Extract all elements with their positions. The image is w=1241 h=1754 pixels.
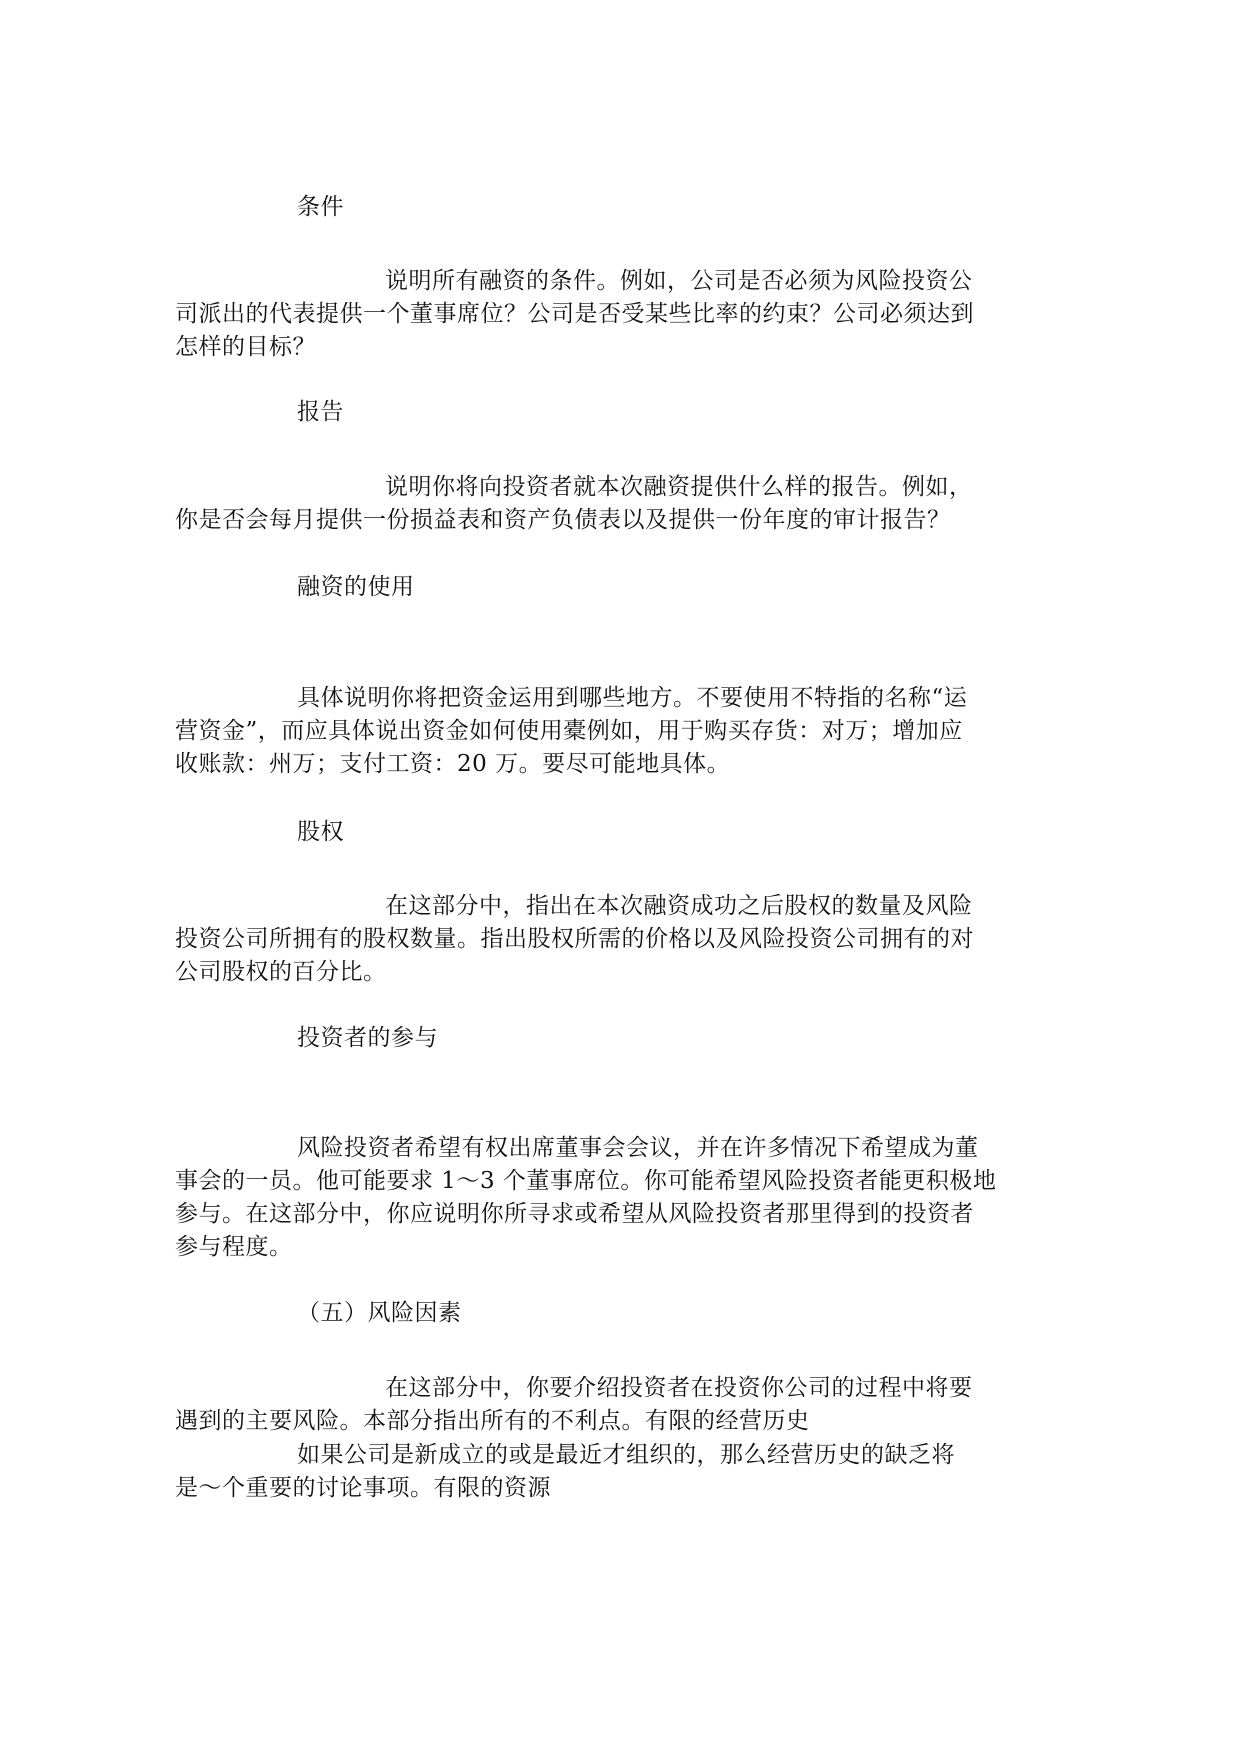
paragraph-line: 风险投资者希望有权出席董事会会议，并在许多情况下希望成为董 [297,1135,979,1161]
paragraph-line: 营资金”，而应具体说出资金如何使用橐例如，用于购买存货：对万；增加应 [175,718,963,744]
paragraph-line: 公司股权的百分比。 [175,959,387,985]
paragraph-line: 在这部分中，你要介绍投资者在投资你公司的过程中将要 [385,1375,973,1401]
paragraph-line: 具体说明你将把资金运用到哪些地方。不要使用不特指的名称“运 [297,685,968,711]
paragraph-line: 如果公司是新成立的或是最近才组织的，那么经营历史的缺乏将 [297,1442,955,1468]
heading-use-of-funds: 融资的使用 [297,574,415,600]
paragraph-line: 投资公司所拥有的股权数量。指出股权所需的价格以及风险投资公司拥有的对 [175,926,974,952]
paragraph-line: 你是否会每月提供一份损益表和资产负债表以及提供一份年度的审计报告？ [175,507,951,533]
heading-equity: 股权 [297,819,344,845]
paragraph-line: 事会的一员。他可能要求 1～3 个董事席位。你可能希望风险投资者能更积极地 [175,1168,997,1194]
paragraph-line: 说明所有融资的条件。例如，公司是否必须为风险投资公 [385,268,973,294]
paragraph-line: 司派出的代表提供一个董事席位？公司是否受某些比率的约束？公司必须达到 [175,301,974,327]
paragraph-line: 是～个重要的讨论事项。有限的资源 [175,1475,551,1501]
paragraph-line: 在这部分中，指出在本次融资成功之后股权的数量及风险 [385,893,973,919]
paragraph-line: 遇到的主要风险。本部分指出所有的不利点。有限的经营历史 [175,1408,810,1434]
paragraph-line: 参与。在这部分中，你应说明你所寻求或希望从风险投资者那里得到的投资者 [175,1201,974,1227]
heading-report: 报告 [297,399,344,425]
heading-risk-factors: （五）风险因素 [297,1300,462,1326]
paragraph-line: 说明你将向投资者就本次融资提供什么样的报告。例如， [385,474,973,500]
paragraph-line: 参与程度。 [175,1234,293,1260]
heading-conditions: 条件 [297,194,344,220]
heading-investor-participation: 投资者的参与 [297,1025,438,1051]
paragraph-line: 收账款：州万；支付工资：20 万。要尽可能地具体。 [175,751,731,777]
paragraph-line: 怎样的目标？ [175,334,316,360]
